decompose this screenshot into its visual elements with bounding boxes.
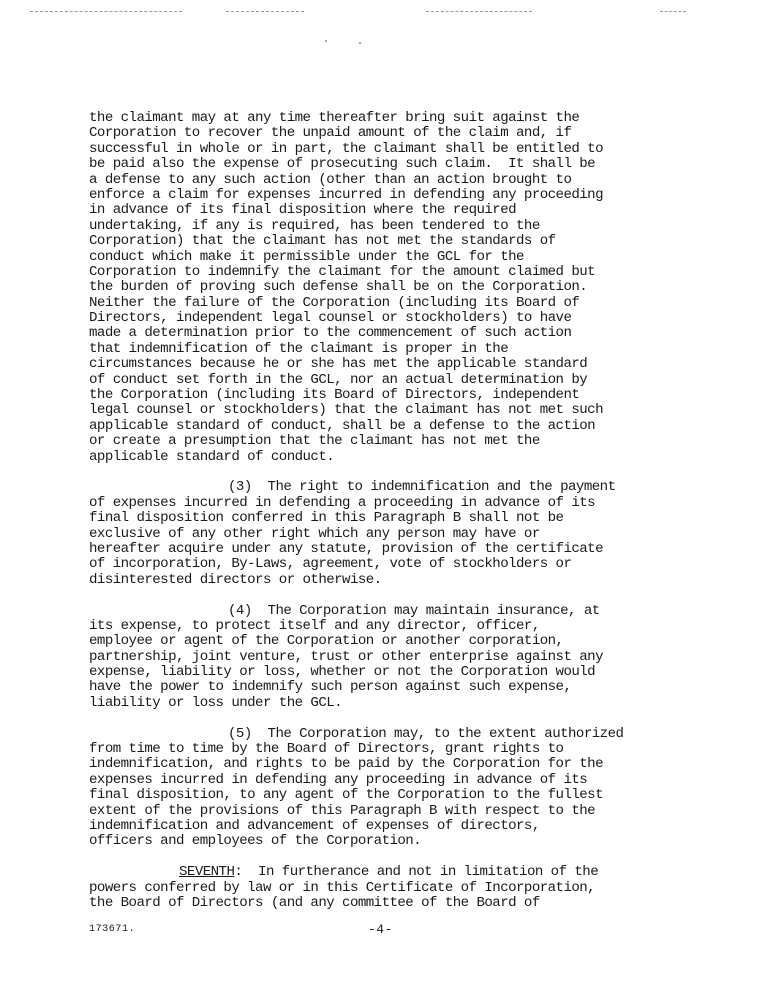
scan-mark [30, 11, 182, 12]
text-line: Corporation) that the claimant has not met the standards of [89, 233, 556, 250]
article-heading-line [89, 865, 689, 880]
text-line: (5) The Corporation may, to the extent authorized [228, 725, 624, 742]
text-line: indemnification and advancement of expenses of directors, [89, 817, 540, 834]
text-line: expense, liability or loss, whether or not the Corporation would [89, 664, 596, 681]
text-line: the burden of proving such defense shall be on the Corporation. [89, 279, 588, 296]
scan-mark [226, 11, 304, 12]
text-line: employee or agent of the Corporation or another corporation, [89, 633, 564, 650]
page-number: -4- [368, 922, 393, 937]
text-line: in advance of its final disposition where the required [89, 202, 517, 219]
text-line: (3) The right to indemnification and the payment [228, 479, 616, 496]
text-line: (4) The Corporation may maintain insurance, at [228, 602, 600, 619]
article-seventh [89, 865, 689, 911]
document-body [89, 111, 689, 927]
text-line: disinterested directors or otherwise. [89, 571, 382, 588]
scan-mark [660, 11, 686, 12]
text-line: indemnification, and rights to be paid by the Corporation for the [89, 756, 603, 773]
text-line: have the power to indemnify such person against such expense, [89, 679, 572, 696]
text-line: expenses incurred in defending any proceeding in advance of its [89, 771, 588, 788]
text-line: of conduct set forth in the GCL, nor an actual determination by [89, 371, 588, 388]
scan-mark [426, 11, 532, 12]
scan-header-artifact [0, 8, 772, 16]
text-line: a defense to any such action (other than an action brought to [89, 171, 572, 188]
text-line: partnership, joint venture, trust or other enterprise against any [89, 648, 603, 665]
text-line: Corporation to indemnify the claimant for the amount claimed but [89, 263, 596, 280]
text-line: conduct which make it permissible under the GCL for the [89, 248, 524, 265]
text-line: of expenses incurred in defending a proceeding in advance of its [89, 494, 596, 511]
text-line: circumstances because he or she has met the applicable standard [89, 356, 588, 373]
text-line: legal counsel or stockholders) that the claimant has not met such [89, 402, 603, 419]
text-line: extent of the provisions of this Paragraph B with respect to the [89, 802, 596, 819]
text-line: Directors, independent legal counsel or stockholders) to have [89, 310, 572, 327]
text-line: that indemnification of the claimant is proper in the [89, 340, 509, 357]
text-line: exclusive of any other right which any person may have or [89, 525, 540, 542]
text-line: from time to time by the Board of Directors, grant rights to [89, 741, 564, 758]
text-line: Neither the failure of the Corporation (including its Board of [89, 294, 580, 311]
paragraph-4 [89, 604, 689, 712]
text-line: officers and employees of the Corporation. [89, 833, 422, 850]
scan-speck [325, 40, 327, 42]
scan-speck [359, 42, 361, 44]
text-line: liability or loss under the GCL. [89, 694, 343, 711]
document-id: 173671. [89, 924, 136, 935]
article-heading: SEVENTH [179, 864, 235, 881]
text-line: the claimant may at any time thereafter bring suit against the [89, 110, 580, 126]
paragraph-3 [89, 480, 689, 588]
text-line: be paid also the expense of prosecuting such claim. It shall be [89, 156, 596, 173]
page-footer [0, 922, 772, 938]
paragraph-continuation [89, 111, 689, 465]
text-line: Corporation to recover the unpaid amount of the claim and, if [89, 125, 572, 142]
text-line: the Board of Directors (and any committee of the Board of [89, 894, 540, 911]
text-line: the Corporation (including its Board of Directors, independent [89, 387, 580, 404]
text-line: undertaking, if any is required, has been tendered to the [89, 217, 540, 234]
text-line: made a determination prior to the commencement of such action [89, 325, 572, 342]
text-line: applicable standard of conduct, shall be a defense to the action [89, 417, 596, 434]
text-line: enforce a claim for expenses incurred in defending any proceeding [89, 186, 603, 203]
text-line: or create a presumption that the claimant has not met the [89, 433, 540, 450]
text-line: final disposition, to any agent of the Corporation to the fullest [89, 787, 603, 804]
paragraph-5 [89, 727, 689, 850]
text-line: final disposition conferred in this Paragraph B shall not be [89, 510, 564, 527]
article-heading-rest: : In furtherance and not in limitation of the [234, 864, 599, 881]
text-line: hereafter acquire under any statute, provision of the certificate [89, 540, 603, 557]
text-line: of incorporation, By-Laws, agreement, vote of stockholders or [89, 556, 572, 573]
text-line: its expense, to protect itself and any director, officer, [89, 617, 540, 634]
text-line: applicable standard of conduct. [89, 448, 335, 465]
text-line: successful in whole or in part, the claimant shall be entitled to [89, 140, 603, 157]
text-line: powers conferred by law or in this Certificate of Incorporation, [89, 879, 596, 896]
